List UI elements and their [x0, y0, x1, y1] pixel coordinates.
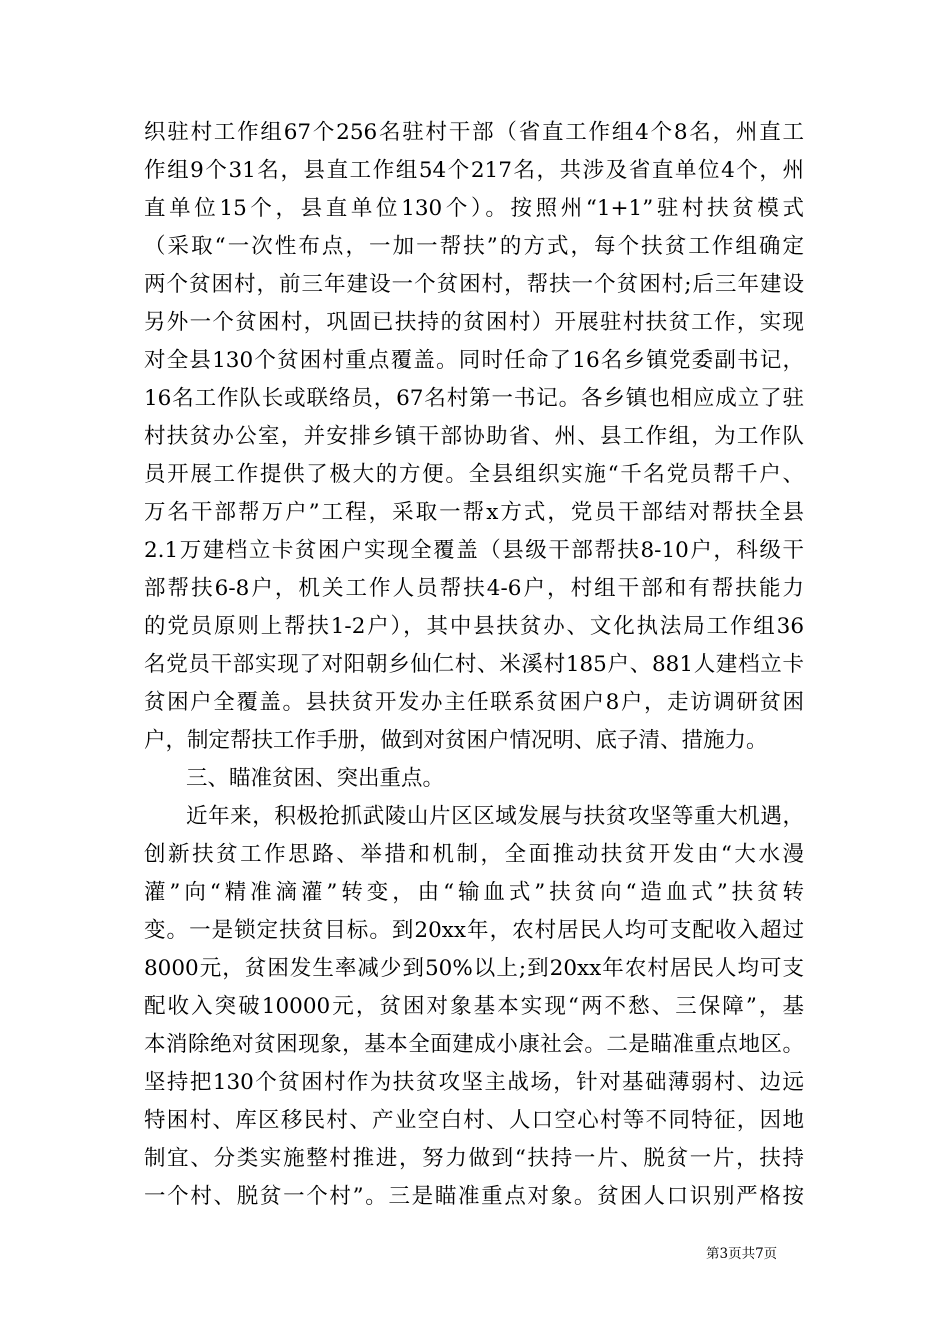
body-text-line: 的党员原则上帮扶1-2户），其中县扶贫办、文化执法局工作组36 [144, 614, 804, 639]
body-text-line: 织驻村工作组67个256名驻村干部（省直工作组4个8名，州直工 [144, 120, 804, 145]
body-text-line: 特困村、库区移民村、产业空白村、人口空心村等不同特征，因地 [144, 1108, 804, 1133]
body-text-line: 配收入突破10000元，贫困对象基本实现“两不愁、三保障”，基 [144, 994, 804, 1019]
body-text-line: 16名工作队长或联络员，67名村第一书记。各乡镇也相应成立了驻 [144, 386, 804, 411]
page-number-footer: 第3页共7页 [706, 1246, 778, 1262]
body-text-line: 8000元，贫困发生率减少到50%以上;到20xx年农村居民人均可支 [144, 956, 804, 981]
body-text-line: 作组9个31名，县直工作组54个217名，共涉及省直单位4个，州 [144, 158, 804, 183]
body-text-line: （采取“一次性布点，一加一帮扶”的方式，每个扶贫工作组确定 [144, 234, 804, 259]
body-text-line: 灌”向“精准滴灌”转变，由“输血式”扶贫向“造血式”扶贫转 [144, 880, 804, 905]
body-text-line: 直单位15个，县直单位130个）。按照州“1+1”驻村扶贫模式 [144, 196, 804, 221]
section-heading: 三、瞄准贫困、突出重点。 [186, 766, 445, 791]
body-text-line: 一个村、脱贫一个村”。三是瞄准重点对象。贫困人口识别严格按 [144, 1184, 804, 1209]
body-text-line: 贫困户全覆盖。县扶贫开发办主任联系贫困户8户，走访调研贫困 [144, 690, 804, 715]
body-text-line: 制宜、分类实施整村推进，努力做到“扶持一片、脱贫一片，扶持 [144, 1146, 804, 1171]
body-text-line: 户，制定帮扶工作手册，做到对贫困户情况明、底子清、措施力。 [144, 728, 768, 753]
body-text-line: 部帮扶6-8户，机关工作人员帮扶4-6户，村组干部和有帮扶能力 [144, 576, 804, 601]
body-text-line: 对全县130个贫困村重点覆盖。同时任命了16名乡镇党委副书记， [144, 348, 804, 373]
body-text-line: 两个贫困村，前三年建设一个贫困村，帮扶一个贫困村;后三年建设 [144, 272, 804, 297]
paragraph-first-line: 近年来，积极抢抓武陵山片区区域发展与扶贫攻坚等重大机遇， [186, 804, 804, 829]
body-text-line: 2.1万建档立卡贫困户实现全覆盖（县级干部帮扶8-10户，科级干 [144, 538, 804, 563]
body-text-line: 本消除绝对贫困现象，基本全面建成小康社会。二是瞄准重点地区。 [144, 1032, 804, 1057]
body-text-line: 名党员干部实现了对阳朝乡仙仁村、米溪村185户、881人建档立卡 [144, 652, 804, 677]
body-text-line: 变。一是锁定扶贫目标。到20xx年，农村居民人均可支配收入超过 [144, 918, 804, 943]
body-text-line: 员开展工作提供了极大的方便。全县组织实施“千名党员帮千户、 [144, 462, 804, 487]
body-text-line: 创新扶贫工作思路、举措和机制，全面推动扶贫开发由“大水漫 [144, 842, 804, 867]
body-text-line: 村扶贫办公室，并安排乡镇干部协助省、州、县工作组，为工作队 [144, 424, 804, 449]
body-text-line: 坚持把130个贫困村作为扶贫攻坚主战场，针对基础薄弱村、边远 [144, 1070, 804, 1095]
body-text-line: 另外一个贫困村，巩固已扶持的贫困村）开展驻村扶贫工作，实现 [144, 310, 804, 335]
body-text-line: 万名干部帮万户”工程，采取一帮x方式，党员干部结对帮扶全县 [144, 500, 804, 525]
